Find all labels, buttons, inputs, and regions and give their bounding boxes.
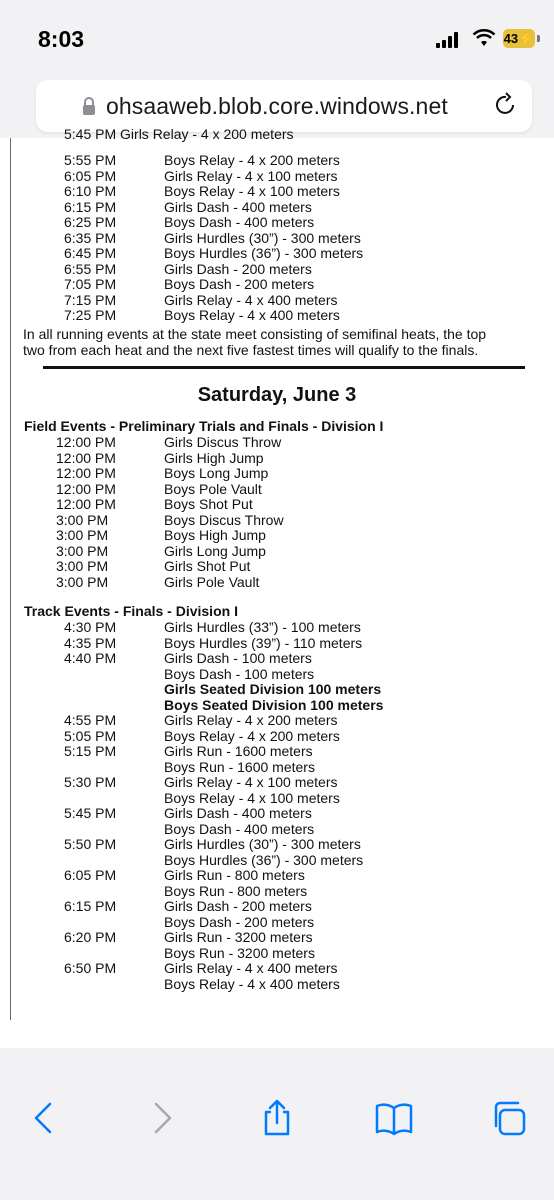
track-row-event: Girls Hurdles (30”) - 300 meters [164, 836, 361, 852]
track-row-event: Boys Hurdles (36”) - 300 meters [164, 851, 364, 868]
field-row-event: Girls Discus Throw [164, 434, 282, 450]
field-row-time: 3:00 PM [56, 558, 109, 574]
bookmarks-button[interactable] [374, 1098, 414, 1138]
wifi-icon [472, 28, 496, 48]
share-icon [257, 1098, 297, 1138]
track-row-event: Girls Run - 800 meters [164, 867, 305, 883]
track-row-time: 6:05 PM [64, 867, 117, 883]
friday-row-time: 6:15 PM [64, 198, 117, 215]
track-row-time: 5:30 PM [64, 774, 117, 790]
friday-row-event: Boys Dash - 400 meters [164, 214, 315, 230]
field-row-event: Boys Pole Vault [164, 480, 262, 497]
field-row-event: Boys Discus Throw [164, 511, 284, 528]
friday-row-event: Boys Hurdles (36”) - 300 meters [164, 245, 364, 261]
track-row-event: Girls Run - 3200 meters [164, 929, 313, 945]
back-icon [24, 1098, 64, 1138]
field-row-time: 3:00 PM [56, 542, 109, 559]
track-row-event: Girls Hurdles (33”) - 100 meters [164, 619, 361, 635]
track-row-event: Girls Dash - 200 meters [164, 898, 312, 914]
field-row-event: Boys High Jump [164, 527, 266, 543]
field-row-event: Girls Pole Vault [164, 573, 260, 590]
signal-icon [436, 32, 462, 48]
track-row-event: Boys Dash - 400 meters [164, 820, 315, 837]
partial-row-text: 5:45 PM Girls Relay - 4 x 200 meters [64, 126, 294, 142]
track-row-event: Girls Relay - 4 x 400 meters [164, 960, 338, 976]
friday-row-time: 7:25 PM [64, 307, 117, 323]
track-row-event: Girls Seated Division 100 meters [164, 681, 382, 697]
track-row-event: Boys Seated Division 100 meters [164, 696, 384, 713]
track-row-time: 4:40 PM [64, 650, 117, 666]
field-row-time: 12:00 PM [56, 496, 116, 512]
tabs-button[interactable] [490, 1098, 530, 1138]
battery-tip [537, 35, 540, 42]
track-row-time: 5:50 PM [64, 836, 117, 852]
friday-row-time: 6:25 PM [64, 214, 117, 230]
day-title: Saturday, June 3 [197, 384, 357, 406]
friday-row-event: Girls Hurdles (30”) - 300 meters [164, 229, 361, 246]
field-row-time: 12:00 PM [56, 465, 116, 481]
track-row-time: 5:05 PM [64, 727, 117, 744]
track-row-event: Boys Dash - 200 meters [164, 913, 315, 930]
qualify-note-line-2: two from each heat and the next five fastest times will qualify to the finals. [23, 342, 479, 358]
track-row-event: Girls Relay - 4 x 100 meters [164, 774, 338, 790]
friday-row-event: Boys Dash - 200 meters [164, 276, 315, 292]
field-row-time: 3:00 PM [56, 511, 109, 528]
track-row-event: Boys Run - 3200 meters [164, 944, 315, 961]
status-time: 8:03 [38, 26, 85, 52]
track-row-event: Girls Run - 1600 meters [164, 743, 313, 759]
field-row-event: Boys Long Jump [164, 465, 269, 481]
forward-icon [142, 1098, 182, 1138]
lock-icon [82, 97, 96, 115]
field-row-event: Boys Shot Put [164, 496, 253, 512]
friday-row-time: 6:55 PM [64, 260, 117, 277]
track-row-time: 6:15 PM [64, 898, 117, 914]
friday-row-time: 5:55 PM [64, 152, 117, 168]
track-row-time: 4:55 PM [64, 712, 117, 728]
track-row-time: 6:50 PM [64, 960, 117, 976]
field-row-event: Girls High Jump [164, 449, 264, 466]
friday-row-event: Boys Relay - 4 x 100 meters [164, 183, 340, 199]
friday-row-time: 6:05 PM [64, 167, 117, 184]
track-row-time: 4:30 PM [64, 619, 117, 635]
track-row-event: Boys Relay - 4 x 200 meters [164, 727, 340, 744]
field-row-event: Girls Shot Put [164, 558, 251, 574]
track-row-time: 6:20 PM [64, 929, 117, 945]
friday-row-event: Girls Dash - 400 meters [164, 198, 312, 215]
field-row-event: Girls Long Jump [164, 542, 266, 559]
battery-icon: 43⚡ [503, 31, 535, 46]
friday-row-time: 6:45 PM [64, 245, 117, 261]
friday-row-time: 7:05 PM [64, 276, 117, 292]
section-divider [43, 366, 525, 369]
field-row-time: 12:00 PM [56, 434, 116, 450]
track-row-event: Girls Dash - 100 meters [164, 650, 312, 666]
back-button[interactable] [24, 1098, 64, 1138]
share-button[interactable] [257, 1098, 297, 1138]
friday-row-event: Boys Relay - 4 x 400 meters [164, 307, 340, 323]
track-row-time: 4:35 PM [64, 634, 117, 651]
friday-row-time: 6:10 PM [64, 183, 117, 199]
pdf-page[interactable] [0, 126, 554, 1048]
reload-icon[interactable] [494, 93, 518, 119]
field-row-time: 12:00 PM [56, 449, 116, 466]
friday-row-event: Girls Relay - 4 x 400 meters [164, 291, 338, 308]
track-row-event: Boys Hurdles (39”) - 110 meters [164, 634, 363, 651]
battery-level: 43 [503, 31, 519, 46]
address-bar[interactable] [36, 80, 532, 132]
track-row-event: Girls Dash - 400 meters [164, 805, 312, 821]
bookmarks-icon [374, 1098, 414, 1138]
track-row-event: Boys Dash - 100 meters [164, 665, 315, 682]
track-row-event: Boys Run - 1600 meters [164, 758, 315, 775]
field-row-time: 3:00 PM [56, 573, 109, 590]
track-row-event: Boys Run - 800 meters [164, 882, 308, 899]
track-row-event: Boys Relay - 4 x 100 meters [164, 789, 340, 806]
field-row-time: 12:00 PM [56, 480, 116, 497]
friday-row-event: Girls Relay - 4 x 100 meters [164, 167, 338, 184]
partial-row [64, 126, 294, 144]
status-bar [0, 0, 554, 80]
tabs-icon [490, 1098, 530, 1138]
track-row-event: Girls Relay - 4 x 200 meters [164, 712, 338, 728]
url-text[interactable]: ohsaaweb.blob.core.windows.net [106, 93, 448, 119]
track-row-time: 5:15 PM [64, 743, 117, 759]
friday-row-time: 7:15 PM [64, 291, 117, 308]
qualify-note-line-1: In all running events at the state meet consisting of semifinal heats, the top [23, 326, 487, 342]
track-row-time: 5:45 PM [64, 805, 117, 821]
page-left-border [10, 138, 11, 1020]
friday-row-event: Girls Dash - 200 meters [164, 260, 312, 277]
friday-row-event: Boys Relay - 4 x 200 meters [164, 152, 340, 168]
forward-button[interactable] [142, 1098, 182, 1138]
track-events-heading: Track Events - Finals - Division I [24, 603, 238, 619]
field-events-heading: Field Events - Preliminary Trials and Finals - Division I [24, 418, 384, 434]
track-row-event: Boys Relay - 4 x 400 meters [164, 975, 340, 992]
field-row-time: 3:00 PM [56, 527, 109, 543]
friday-row-time: 6:35 PM [64, 229, 117, 246]
